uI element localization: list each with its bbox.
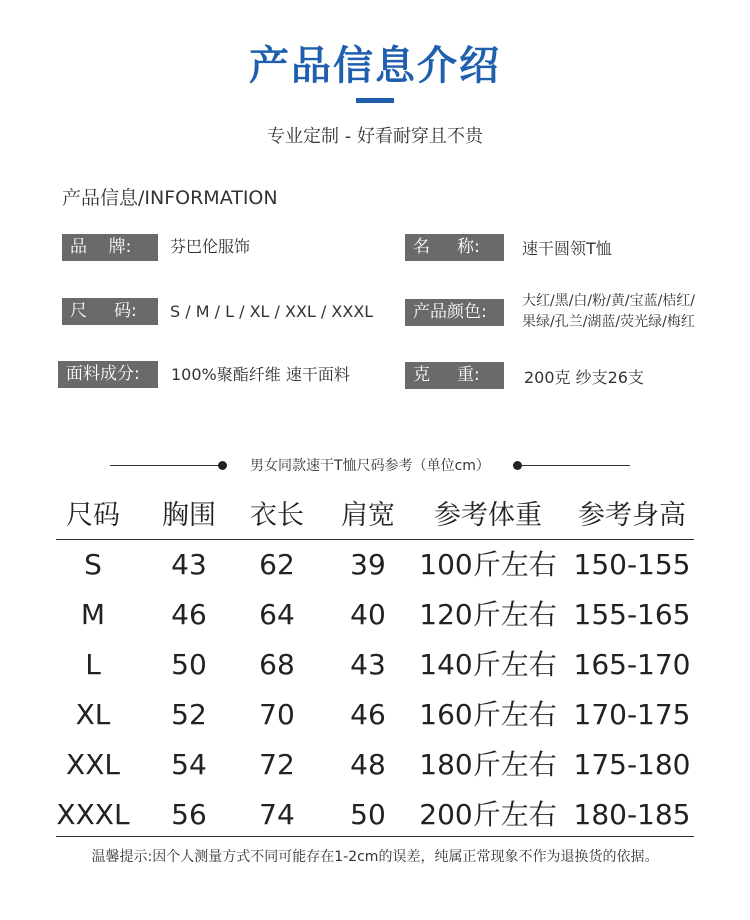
- table-cell: 120斤左右: [419, 598, 557, 631]
- table-header: [56, 494, 694, 540]
- table-cell: XXXL: [56, 798, 130, 831]
- table-cell: XL: [75, 698, 111, 731]
- col-header: 参考身高: [578, 500, 686, 531]
- table-cell: 64: [259, 598, 295, 631]
- table-cell: 54: [171, 748, 207, 781]
- table-cell: 160斤左右: [419, 698, 557, 731]
- table-cell: 68: [259, 648, 295, 681]
- table-cell: 46: [350, 698, 386, 731]
- weight-value: 200克 纱支26支: [524, 368, 644, 387]
- table-cell: 52: [171, 698, 207, 731]
- brand-tag: 品 牌:: [62, 234, 158, 261]
- table-cell: 180斤左右: [419, 748, 557, 781]
- footer-note: 温馨提示:因个人测量方式不同可能存在1-2cm的误差，纯属正常现象不作为退换货的依据。: [91, 849, 659, 865]
- table-cell: 100斤左右: [419, 548, 557, 581]
- title-underline: [356, 98, 394, 103]
- fabric-value: 100%聚酯纤维 速干面料: [171, 365, 350, 384]
- table-cell: M: [80, 598, 106, 631]
- table-cell: 50: [350, 798, 386, 831]
- col-header: 尺码: [66, 500, 120, 531]
- section-label: 产品信息/INFORMATION: [62, 187, 278, 209]
- table-cell: 50: [171, 648, 207, 681]
- table-row: [56, 640, 694, 690]
- table-cell: 170-175: [573, 698, 691, 731]
- divider-line-right: [520, 465, 630, 466]
- table-row: [56, 590, 694, 640]
- size-chart-caption: 男女同款速干T恤尺码参考（单位cm）: [250, 458, 490, 474]
- table-cell: 62: [259, 548, 295, 581]
- name-value: 速干圆领T恤: [522, 239, 612, 258]
- color-value-line2: 果绿/孔兰/湖蓝/荧光绿/梅红: [522, 314, 695, 330]
- table-cell: 72: [259, 748, 295, 781]
- table-cell: 39: [350, 548, 386, 581]
- table-cell: 140斤左右: [419, 648, 557, 681]
- color-tag: 产品颜色:: [405, 299, 504, 326]
- table-cell: 43: [171, 548, 207, 581]
- brand-value: 芬巴伦服饰: [170, 237, 251, 256]
- size-value: S / M / L / XL / XXL / XXXL: [170, 302, 374, 321]
- table-cell: 175-180: [573, 748, 691, 781]
- table-cell: 43: [350, 648, 386, 681]
- table-cell: 180-185: [573, 798, 691, 831]
- table-row: [56, 690, 694, 740]
- fabric-tag: 面料成分:: [58, 361, 158, 388]
- table-bottom-line: [56, 836, 694, 837]
- col-header: 胸围: [162, 500, 216, 531]
- table-cell: 40: [350, 598, 386, 631]
- name-tag: 名 称:: [405, 234, 504, 261]
- table-cell: XXL: [66, 748, 120, 781]
- table-cell: S: [84, 548, 102, 581]
- col-header: 肩宽: [341, 500, 395, 531]
- page-title: 产品信息介绍: [249, 43, 501, 89]
- table-cell: 56: [171, 798, 207, 831]
- size-chart-caption-row: [110, 456, 630, 476]
- table-cell: 74: [259, 798, 295, 831]
- weight-tag: 克 重:: [405, 362, 504, 389]
- table-cell: 165-170: [573, 648, 691, 681]
- table-cell: L: [85, 648, 101, 681]
- page-subtitle: 专业定制 - 好看耐穿且不贵: [267, 126, 483, 147]
- table-cell: 46: [171, 598, 207, 631]
- size-tag: 尺 码:: [62, 298, 158, 325]
- table-row: [56, 740, 694, 790]
- table-cell: 200斤左右: [419, 798, 557, 831]
- table-row: [56, 790, 694, 840]
- size-table: [56, 494, 694, 840]
- table-cell: 150-155: [573, 548, 691, 581]
- col-header: 衣长: [250, 500, 304, 531]
- color-value-line1: 大红/黑/白/粉/黄/宝蓝/桔红/: [522, 293, 696, 309]
- table-cell: 155-165: [573, 598, 691, 631]
- col-header: 参考体重: [434, 500, 542, 531]
- table-cell: 70: [259, 698, 295, 731]
- table-row: [56, 540, 694, 590]
- table-cell: 48: [350, 748, 386, 781]
